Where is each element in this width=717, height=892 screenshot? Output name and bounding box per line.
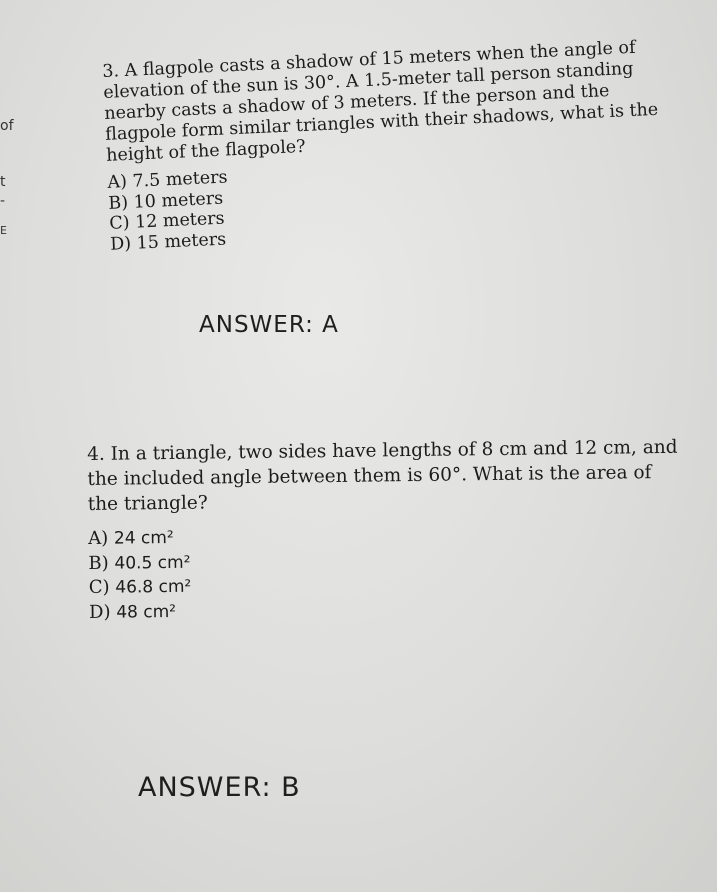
question-3-answer: ANSWER: A <box>199 312 339 338</box>
option-letter: B) <box>88 552 109 574</box>
margin-fragment-1: of <box>0 118 14 134</box>
question-3-stem: 3. A flagpole casts a shadow of 15 meters when the angle of elevation of the sun is 30°. A 1.5-meter tall person standing nearby casts a shadow of 3 meters. If the person and the flagpole form similar triangles with their shadows, what is the height of the flagpole? <box>102 37 659 166</box>
margin-fragment-3: ‑ <box>0 193 6 209</box>
option-value: 46.8 cm² <box>115 576 192 598</box>
question-3-option-c: C) 12 meters <box>108 208 225 234</box>
question-4-stem: 4. In a triangle, two sides have lengths of 8 cm and 12 cm, and the included angle between them is 60°. What is the area of the triangle? <box>87 436 678 515</box>
option-letter: D) <box>88 601 111 623</box>
question-3-option-d: D) 15 meters <box>109 229 227 255</box>
question-3-option-a: A) 7.5 meters <box>107 167 228 193</box>
margin-fragment-4: E <box>0 224 7 237</box>
question-4-answer: ANSWER: B <box>138 772 301 803</box>
margin-fragment-2: t <box>0 174 6 190</box>
question-4-options <box>88 520 689 625</box>
option-value: 24 cm² <box>113 527 174 549</box>
option-value: 48 cm² <box>116 601 177 623</box>
question-3-options <box>107 147 670 254</box>
option-letter: A) <box>88 527 109 549</box>
option-value: 40.5 cm² <box>114 552 191 574</box>
question-3-option-b: B) 10 meters <box>107 188 224 214</box>
question-4 <box>87 435 689 625</box>
option-letter: C) <box>88 576 110 598</box>
question-3 <box>102 37 670 255</box>
